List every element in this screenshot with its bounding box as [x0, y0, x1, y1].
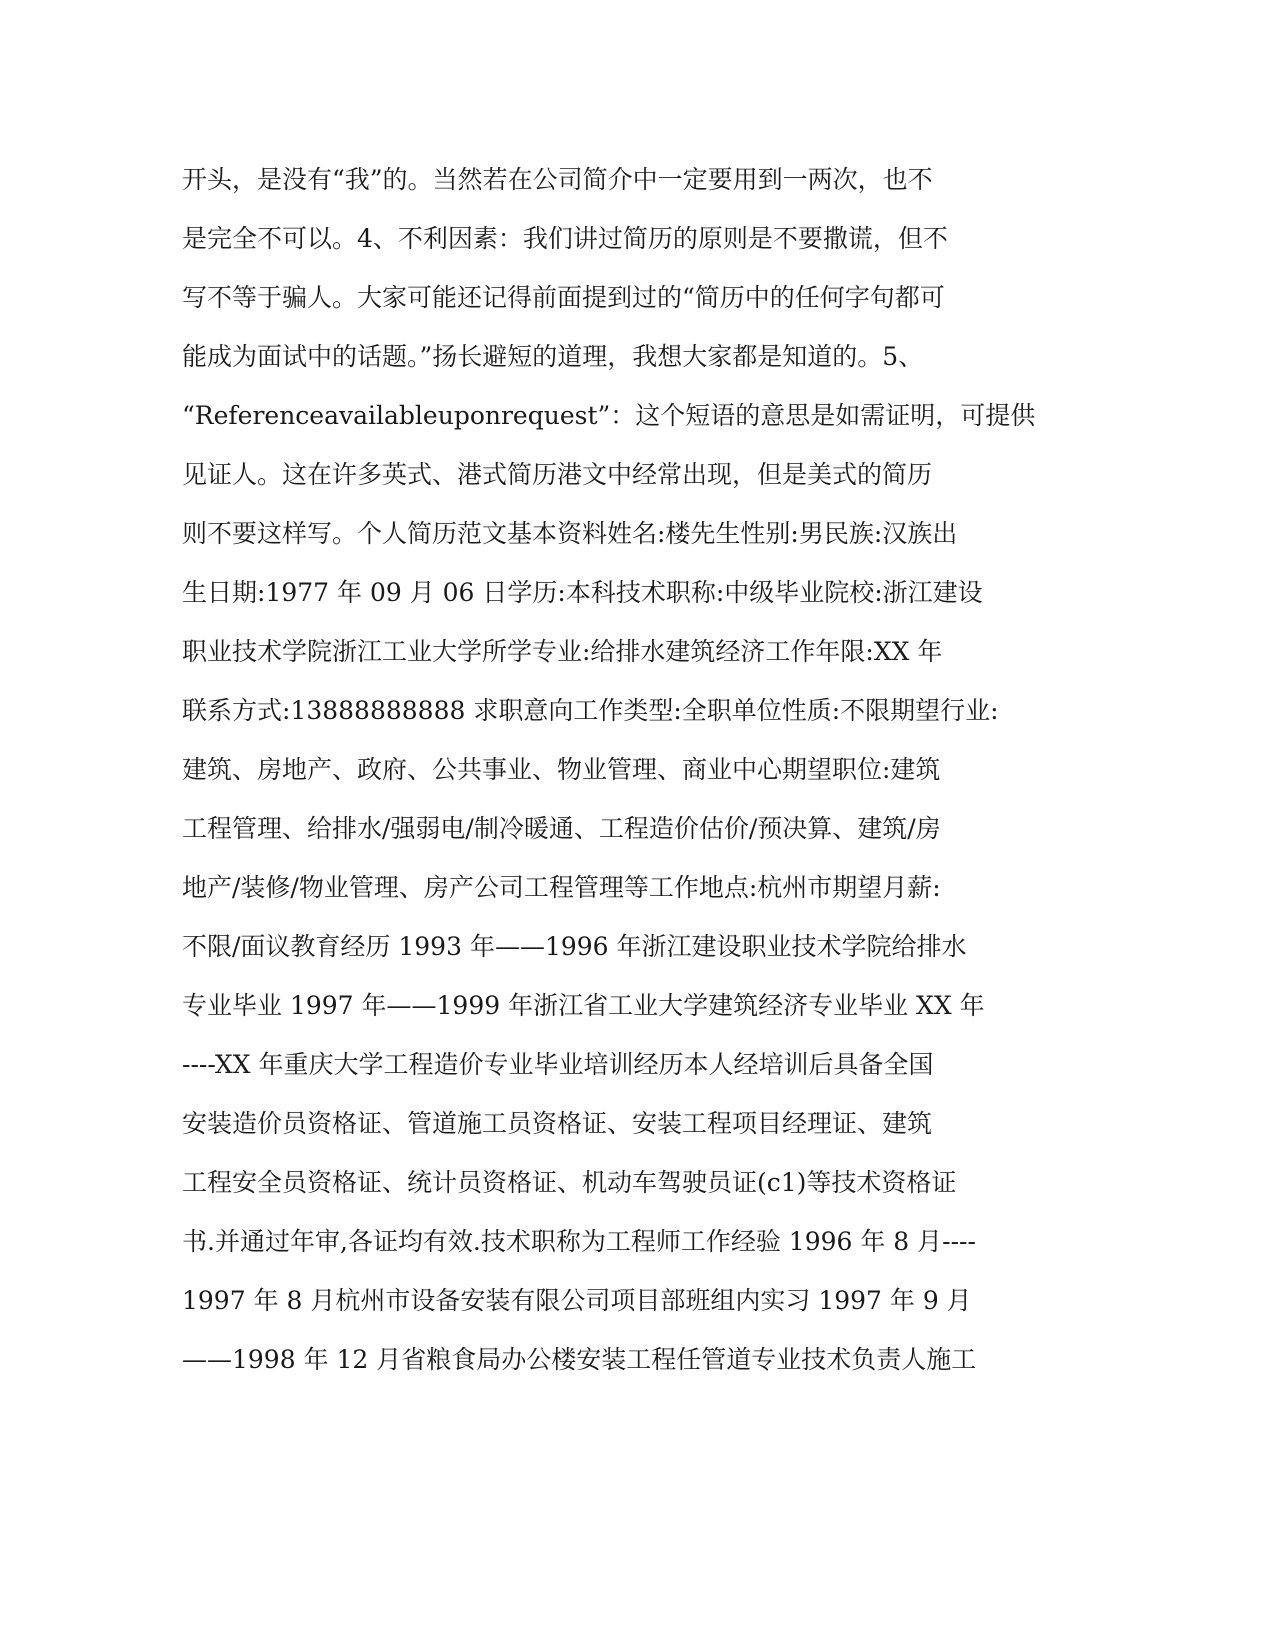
text-line: 1997 年 8 月杭州市设备安装有限公司项目部班组内实习 1997 年 9 月 — [182, 1286, 972, 1315]
text-line: ----XX 年重庆大学工程造价专业毕业培训经历本人经培训后具备全国 — [182, 1050, 934, 1079]
text-line: 联系方式:13888888888 求职意向工作类型:全职单位性质:不限期望行业: — [182, 696, 999, 725]
text-line: 安装造价员资格证、管道施工员资格证、安装工程项目经理证、建筑 — [182, 1109, 933, 1138]
text-line: 见证人。这在许多英式、港式简历港文中经常出现，但是美式的简历 — [182, 460, 933, 489]
text-line: 不限/面议教育经历 1993 年——1996 年浙江建设职业技术学院给排水 — [182, 932, 967, 961]
text-line: 写不等于骗人。大家可能还记得前面提到过的“简历中的任何字句都可 — [182, 283, 945, 312]
text-line: “Referenceavailableuponrequest”：这个短语的意思是如需证明，可提供 — [182, 401, 1036, 430]
text-line: 生日期:1977 年 09 月 06 日学历:本科技术职称:中级毕业院校:浙江建设 — [182, 578, 983, 607]
text-line: 是完全不可以。4、不利因素：我们讲过简历的原则是不要撒谎，但不 — [182, 224, 948, 253]
text-line: 建筑、房地产、政府、公共事业、物业管理、商业中心期望职位:建筑 — [182, 755, 941, 784]
text-line: 则不要这样写。个人简历范文基本资料姓名:楼先生性别:男民族:汉族出 — [182, 519, 958, 548]
body-text — [182, 150, 1042, 1389]
text-line: ——1998 年 12 月省粮食局办公楼安装工程任管道专业技术负责人施工 — [182, 1345, 977, 1374]
text-line: 能成为面试中的话题。”扬长避短的道理，我想大家都是知道的。5、 — [182, 342, 924, 371]
text-line: 职业技术学院浙江工业大学所学专业:给排水建筑经济工作年限:XX 年 — [182, 637, 943, 666]
text-line: 书.并通过年审,各证均有效.技术职称为工程师工作经验 1996 年 8 月---- — [182, 1227, 976, 1256]
text-line: 专业毕业 1997 年——1999 年浙江省工业大学建筑经济专业毕业 XX 年 — [182, 991, 985, 1020]
text-line: 工程安全员资格证、统计员资格证、机动车驾驶员证(c1)等技术资格证 — [182, 1168, 957, 1197]
text-line: 地产/装修/物业管理、房产公司工程管理等工作地点:杭州市期望月薪: — [182, 873, 941, 902]
text-line: 工程管理、给排水/强弱电/制冷暖通、工程造价估价/预决算、建筑/房 — [182, 814, 941, 843]
text-line: 开头，是没有“我”的。当然若在公司简介中一定要用到一两次，也不 — [182, 165, 933, 194]
